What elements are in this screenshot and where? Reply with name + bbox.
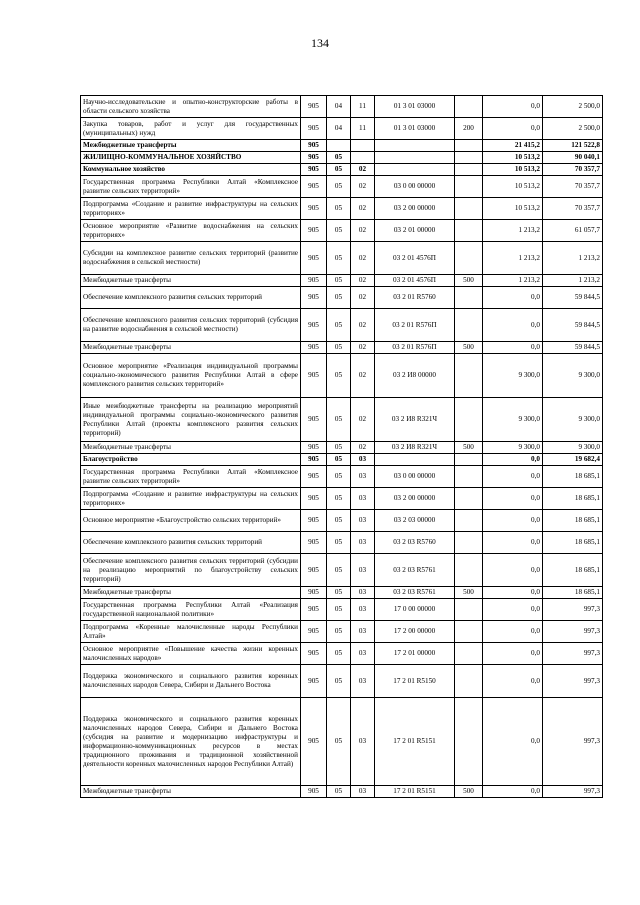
section-code-cell: 05 (327, 454, 351, 466)
row-name-cell: Подпрограмма «Создание и развитие инфраструктуры на сельских территориях» (81, 198, 301, 220)
subsection-code-cell: 03 (351, 554, 375, 587)
amount-first-cell: 0,0 (483, 510, 543, 532)
amount-second-cell: 18 685,1 (543, 466, 603, 488)
amount-first-cell: 10 513,2 (483, 198, 543, 220)
table-row (81, 198, 603, 220)
ministry-code-cell: 905 (301, 510, 327, 532)
amount-first-cell: 0,0 (483, 287, 543, 309)
ministry-code-cell: 905 (301, 354, 327, 398)
target-article-cell: 03 0 00 00000 (375, 466, 455, 488)
section-code-cell: 04 (327, 96, 351, 118)
expense-type-cell (455, 621, 483, 643)
row-name-cell: Закупка товаров, работ и услуг для государственных (муниципальных) нужд (81, 118, 301, 140)
target-article-cell: 03 0 00 00000 (375, 176, 455, 198)
subsection-code-cell: 03 (351, 698, 375, 786)
table-row (81, 309, 603, 342)
row-name-cell: Межбюджетные трансферты (81, 786, 301, 798)
target-article-cell: 03 2 01 00000 (375, 220, 455, 242)
amount-first-cell: 0,0 (483, 587, 543, 599)
amount-second-cell: 90 040,1 (543, 152, 603, 164)
amount-first-cell: 0,0 (483, 309, 543, 342)
target-article-cell: 03 2 И8 R321Ч (375, 398, 455, 442)
amount-first-cell: 10 513,2 (483, 164, 543, 176)
expense-type-cell (455, 510, 483, 532)
target-article-cell: 17 2 01 R5151 (375, 698, 455, 786)
target-article-cell (375, 164, 455, 176)
target-article-cell: 03 2 01 R5760 (375, 287, 455, 309)
target-article-cell: 03 2 03 R5761 (375, 587, 455, 599)
section-code-cell: 05 (327, 599, 351, 621)
amount-second-cell: 9 300,0 (543, 354, 603, 398)
subsection-code-cell: 02 (351, 354, 375, 398)
amount-second-cell: 59 844,5 (543, 287, 603, 309)
table-row (81, 454, 603, 466)
amount-first-cell: 0,0 (483, 621, 543, 643)
amount-first-cell: 0,0 (483, 118, 543, 140)
amount-first-cell: 0,0 (483, 643, 543, 665)
ministry-code-cell: 905 (301, 554, 327, 587)
amount-second-cell: 59 844,5 (543, 342, 603, 354)
row-name-cell: Коммунальное хозяйство (81, 164, 301, 176)
target-article-cell: 03 2 00 00000 (375, 198, 455, 220)
subsection-code-cell: 02 (351, 398, 375, 442)
section-code-cell: 05 (327, 309, 351, 342)
subsection-code-cell: 03 (351, 510, 375, 532)
subsection-code-cell: 03 (351, 488, 375, 510)
row-name-cell: Межбюджетные трансферты (81, 140, 301, 152)
ministry-code-cell: 905 (301, 442, 327, 454)
amount-first-cell: 0,0 (483, 342, 543, 354)
target-article-cell: 01 3 01 03000 (375, 96, 455, 118)
subsection-code-cell: 03 (351, 532, 375, 554)
target-article-cell: 01 3 01 03000 (375, 118, 455, 140)
target-article-cell: 17 2 01 R5151 (375, 786, 455, 798)
amount-first-cell: 0,0 (483, 786, 543, 798)
subsection-code-cell: 02 (351, 442, 375, 454)
row-name-cell: Обеспечение комплексного развития сельских территорий (субсидия на развитие водоснабжения в сельской местности) (81, 309, 301, 342)
amount-first-cell: 21 415,2 (483, 140, 543, 152)
ministry-code-cell: 905 (301, 488, 327, 510)
section-code-cell: 05 (327, 665, 351, 698)
table-row (81, 442, 603, 454)
amount-first-cell: 1 213,2 (483, 275, 543, 287)
amount-first-cell: 0,0 (483, 532, 543, 554)
expense-type-cell: 500 (455, 587, 483, 599)
amount-second-cell: 997,3 (543, 643, 603, 665)
ministry-code-cell: 905 (301, 398, 327, 442)
subsection-code-cell: 02 (351, 242, 375, 275)
table-row (81, 665, 603, 698)
subsection-code-cell: 03 (351, 454, 375, 466)
ministry-code-cell: 905 (301, 118, 327, 140)
row-name-cell: ЖИЛИЩНО-КОММУНАЛЬНОЕ ХОЗЯЙСТВО (81, 152, 301, 164)
subsection-code-cell: 02 (351, 287, 375, 309)
ministry-code-cell: 905 (301, 665, 327, 698)
subsection-code-cell: 11 (351, 96, 375, 118)
section-code-cell: 05 (327, 532, 351, 554)
ministry-code-cell: 905 (301, 220, 327, 242)
table-row (81, 643, 603, 665)
table-row (81, 152, 603, 164)
ministry-code-cell: 905 (301, 309, 327, 342)
table-row (81, 510, 603, 532)
row-name-cell: Основное мероприятие «Повышение качества жизни коренных малочисленных народов» (81, 643, 301, 665)
table-row (81, 140, 603, 152)
expense-type-cell (455, 554, 483, 587)
amount-first-cell: 0,0 (483, 599, 543, 621)
row-name-cell: Научно-исследовательские и опытно-конструкторские работы в области сельского хозяйства (81, 96, 301, 118)
expense-type-cell (455, 354, 483, 398)
subsection-code-cell: 03 (351, 643, 375, 665)
row-name-cell: Благоустройство (81, 454, 301, 466)
amount-second-cell: 18 685,1 (543, 554, 603, 587)
expense-type-cell (455, 176, 483, 198)
table-row (81, 220, 603, 242)
section-code-cell: 05 (327, 510, 351, 532)
amount-second-cell: 997,3 (543, 665, 603, 698)
table-row (81, 342, 603, 354)
section-code-cell: 05 (327, 488, 351, 510)
target-article-cell: 03 2 03 00000 (375, 510, 455, 532)
target-article-cell (375, 152, 455, 164)
section-code-cell: 05 (327, 466, 351, 488)
ministry-code-cell: 905 (301, 643, 327, 665)
amount-first-cell: 1 213,2 (483, 220, 543, 242)
subsection-code-cell: 02 (351, 198, 375, 220)
ministry-code-cell: 905 (301, 599, 327, 621)
subsection-code-cell: 02 (351, 176, 375, 198)
row-name-cell: Поддержка экономического и социального развития коренных малочисленных народов Севера, Сибири и Дальнего Востока (субсидия на развитие и модернизацию инфраструктуры и информационно-коммуникационных ресурсов в местах традиционного проживания и традиционной хозяйственной деятельности коренных малочисленных народов Республики Алтай) (81, 698, 301, 786)
ministry-code-cell: 905 (301, 198, 327, 220)
amount-first-cell: 0,0 (483, 96, 543, 118)
table-row (81, 599, 603, 621)
row-name-cell: Государственная программа Республики Алтай «Реализация государственной национальной политики» (81, 599, 301, 621)
amount-second-cell: 70 357,7 (543, 198, 603, 220)
section-code-cell: 05 (327, 587, 351, 599)
amount-second-cell: 18 685,1 (543, 532, 603, 554)
expense-type-cell: 500 (455, 786, 483, 798)
table-row (81, 164, 603, 176)
subsection-code-cell: 02 (351, 309, 375, 342)
amount-second-cell: 997,3 (543, 698, 603, 786)
section-code-cell: 05 (327, 152, 351, 164)
budget-table (80, 95, 603, 798)
expense-type-cell (455, 152, 483, 164)
amount-second-cell: 18 685,1 (543, 587, 603, 599)
row-name-cell: Основное мероприятие «Реализация индивидуальной программы социально-экономического развития Республики Алтай в сфере комплексного развития сельских территорий» (81, 354, 301, 398)
target-article-cell: 17 2 01 00000 (375, 643, 455, 665)
ministry-code-cell: 905 (301, 454, 327, 466)
target-article-cell: 17 0 00 00000 (375, 599, 455, 621)
amount-first-cell: 0,0 (483, 466, 543, 488)
expense-type-cell (455, 220, 483, 242)
row-name-cell: Обеспечение комплексного развития сельских территорий (81, 287, 301, 309)
ministry-code-cell: 905 (301, 140, 327, 152)
target-article-cell: 03 2 И8 R321Ч (375, 442, 455, 454)
row-name-cell: Подпрограмма «Создание и развитие инфраструктуры на сельских территориях» (81, 488, 301, 510)
target-article-cell: 03 2 01 4576П (375, 242, 455, 275)
row-name-cell: Межбюджетные трансферты (81, 587, 301, 599)
amount-second-cell: 1 213,2 (543, 242, 603, 275)
subsection-code-cell: 02 (351, 164, 375, 176)
section-code-cell: 05 (327, 698, 351, 786)
row-name-cell: Обеспечение комплексного развития сельских территорий (81, 532, 301, 554)
target-article-cell: 03 2 И8 00000 (375, 354, 455, 398)
amount-second-cell: 19 682,4 (543, 454, 603, 466)
expense-type-cell (455, 698, 483, 786)
section-code-cell: 05 (327, 275, 351, 287)
expense-type-cell: 500 (455, 275, 483, 287)
expense-type-cell (455, 198, 483, 220)
table-row (81, 275, 603, 287)
section-code-cell: 05 (327, 398, 351, 442)
expense-type-cell (455, 96, 483, 118)
table-row (81, 786, 603, 798)
expense-type-cell (455, 532, 483, 554)
amount-first-cell: 0,0 (483, 488, 543, 510)
amount-second-cell: 18 685,1 (543, 488, 603, 510)
ministry-code-cell: 905 (301, 287, 327, 309)
section-code-cell: 05 (327, 786, 351, 798)
amount-first-cell: 0,0 (483, 454, 543, 466)
table-row (81, 287, 603, 309)
row-name-cell: Иные межбюджетные трансферты на реализацию мероприятий индивидуальной программы социально-экономического развития Республики Алтай (проекты комплексного развития сельских территорий) (81, 398, 301, 442)
ministry-code-cell: 905 (301, 698, 327, 786)
expense-type-cell (455, 140, 483, 152)
ministry-code-cell: 905 (301, 342, 327, 354)
ministry-code-cell: 905 (301, 152, 327, 164)
subsection-code-cell: 03 (351, 786, 375, 798)
amount-second-cell: 9 300,0 (543, 398, 603, 442)
section-code-cell: 05 (327, 354, 351, 398)
target-article-cell (375, 140, 455, 152)
amount-second-cell: 997,3 (543, 599, 603, 621)
expense-type-cell (455, 599, 483, 621)
amount-second-cell: 2 500,0 (543, 96, 603, 118)
table-row (81, 118, 603, 140)
section-code-cell: 05 (327, 621, 351, 643)
ministry-code-cell: 905 (301, 466, 327, 488)
target-article-cell: 03 2 01 4576П (375, 275, 455, 287)
target-article-cell: 17 2 00 00000 (375, 621, 455, 643)
row-name-cell: Субсидии на комплексное развитие сельских территорий (развитие водоснабжения в сельской местности) (81, 242, 301, 275)
amount-second-cell: 9 300,0 (543, 442, 603, 454)
section-code-cell (327, 140, 351, 152)
section-code-cell: 05 (327, 287, 351, 309)
ministry-code-cell: 905 (301, 532, 327, 554)
table-row (81, 621, 603, 643)
amount-first-cell: 10 513,2 (483, 176, 543, 198)
subsection-code-cell: 03 (351, 587, 375, 599)
amount-second-cell: 2 500,0 (543, 118, 603, 140)
subsection-code-cell: 02 (351, 275, 375, 287)
ministry-code-cell: 905 (301, 164, 327, 176)
section-code-cell: 05 (327, 176, 351, 198)
expense-type-cell: 200 (455, 118, 483, 140)
row-name-cell: Основное мероприятие «Благоустройство сельских территорий» (81, 510, 301, 532)
amount-second-cell: 121 522,8 (543, 140, 603, 152)
row-name-cell: Основное мероприятие «Развитие водоснабжения на сельских территориях» (81, 220, 301, 242)
subsection-code-cell: 11 (351, 118, 375, 140)
subsection-code-cell (351, 152, 375, 164)
page-number: 134 (311, 36, 329, 50)
target-article-cell: 03 2 01 R576П (375, 342, 455, 354)
amount-second-cell: 1 213,2 (543, 275, 603, 287)
amount-second-cell: 59 844,5 (543, 309, 603, 342)
expense-type-cell (455, 164, 483, 176)
target-article-cell (375, 454, 455, 466)
section-code-cell: 04 (327, 118, 351, 140)
target-article-cell: 03 2 03 R5761 (375, 554, 455, 587)
ministry-code-cell: 905 (301, 242, 327, 275)
amount-first-cell: 10 513,2 (483, 152, 543, 164)
target-article-cell: 03 2 03 R5760 (375, 532, 455, 554)
amount-second-cell: 18 685,1 (543, 510, 603, 532)
amount-second-cell: 997,3 (543, 786, 603, 798)
row-name-cell: Государственная программа Республики Алтай «Комплексное развитие сельских территорий» (81, 466, 301, 488)
row-name-cell: Государственная программа Республики Алтай «Комплексное развитие сельских территорий» (81, 176, 301, 198)
row-name-cell: Поддержка экономического и социального развития коренных малочисленных народов Севера, Сибири и Дальнего Востока (81, 665, 301, 698)
expense-type-cell (455, 488, 483, 510)
expense-type-cell (455, 643, 483, 665)
expense-type-cell (455, 287, 483, 309)
table-row (81, 176, 603, 198)
amount-first-cell: 9 300,0 (483, 398, 543, 442)
expense-type-cell (455, 466, 483, 488)
subsection-code-cell: 03 (351, 466, 375, 488)
expense-type-cell: 500 (455, 342, 483, 354)
amount-second-cell: 997,3 (543, 621, 603, 643)
amount-second-cell: 70 357,7 (543, 164, 603, 176)
section-code-cell: 05 (327, 220, 351, 242)
subsection-code-cell: 03 (351, 599, 375, 621)
table-row (81, 96, 603, 118)
ministry-code-cell: 905 (301, 275, 327, 287)
subsection-code-cell (351, 140, 375, 152)
ministry-code-cell: 905 (301, 96, 327, 118)
table-row (81, 398, 603, 442)
section-code-cell: 05 (327, 242, 351, 275)
row-name-cell: Подпрограмма «Коренные малочисленные народы Республики Алтай» (81, 621, 301, 643)
row-name-cell: Межбюджетные трансферты (81, 442, 301, 454)
amount-first-cell: 9 300,0 (483, 354, 543, 398)
amount-first-cell: 0,0 (483, 554, 543, 587)
subsection-code-cell: 03 (351, 621, 375, 643)
expense-type-cell: 500 (455, 442, 483, 454)
row-name-cell: Межбюджетные трансферты (81, 342, 301, 354)
target-article-cell: 17 2 01 R5150 (375, 665, 455, 698)
table-row (81, 354, 603, 398)
expense-type-cell (455, 242, 483, 275)
section-code-cell: 05 (327, 164, 351, 176)
amount-first-cell: 1 213,2 (483, 242, 543, 275)
table-row (81, 242, 603, 275)
section-code-cell: 05 (327, 198, 351, 220)
table-row (81, 532, 603, 554)
section-code-cell: 05 (327, 554, 351, 587)
subsection-code-cell: 02 (351, 342, 375, 354)
subsection-code-cell: 03 (351, 665, 375, 698)
expense-type-cell (455, 665, 483, 698)
row-name-cell: Обеспечение комплексного развития сельских территорий (субсидии на реализацию мероприятий по благоустройству сельских территорий) (81, 554, 301, 587)
amount-first-cell: 9 300,0 (483, 442, 543, 454)
ministry-code-cell: 905 (301, 786, 327, 798)
section-code-cell: 05 (327, 643, 351, 665)
amount-second-cell: 70 357,7 (543, 176, 603, 198)
expense-type-cell (455, 454, 483, 466)
table-row (81, 587, 603, 599)
row-name-cell: Межбюджетные трансферты (81, 275, 301, 287)
section-code-cell: 05 (327, 342, 351, 354)
ministry-code-cell: 905 (301, 621, 327, 643)
table-row (81, 488, 603, 510)
target-article-cell: 03 2 01 R576П (375, 309, 455, 342)
expense-type-cell (455, 309, 483, 342)
table-body (81, 96, 603, 798)
amount-first-cell: 0,0 (483, 665, 543, 698)
amount-first-cell: 0,0 (483, 698, 543, 786)
section-code-cell: 05 (327, 442, 351, 454)
amount-second-cell: 61 057,7 (543, 220, 603, 242)
expense-type-cell (455, 398, 483, 442)
table-row (81, 698, 603, 786)
ministry-code-cell: 905 (301, 587, 327, 599)
subsection-code-cell: 02 (351, 220, 375, 242)
ministry-code-cell: 905 (301, 176, 327, 198)
target-article-cell: 03 2 00 00000 (375, 488, 455, 510)
table-row (81, 466, 603, 488)
table-row (81, 554, 603, 587)
